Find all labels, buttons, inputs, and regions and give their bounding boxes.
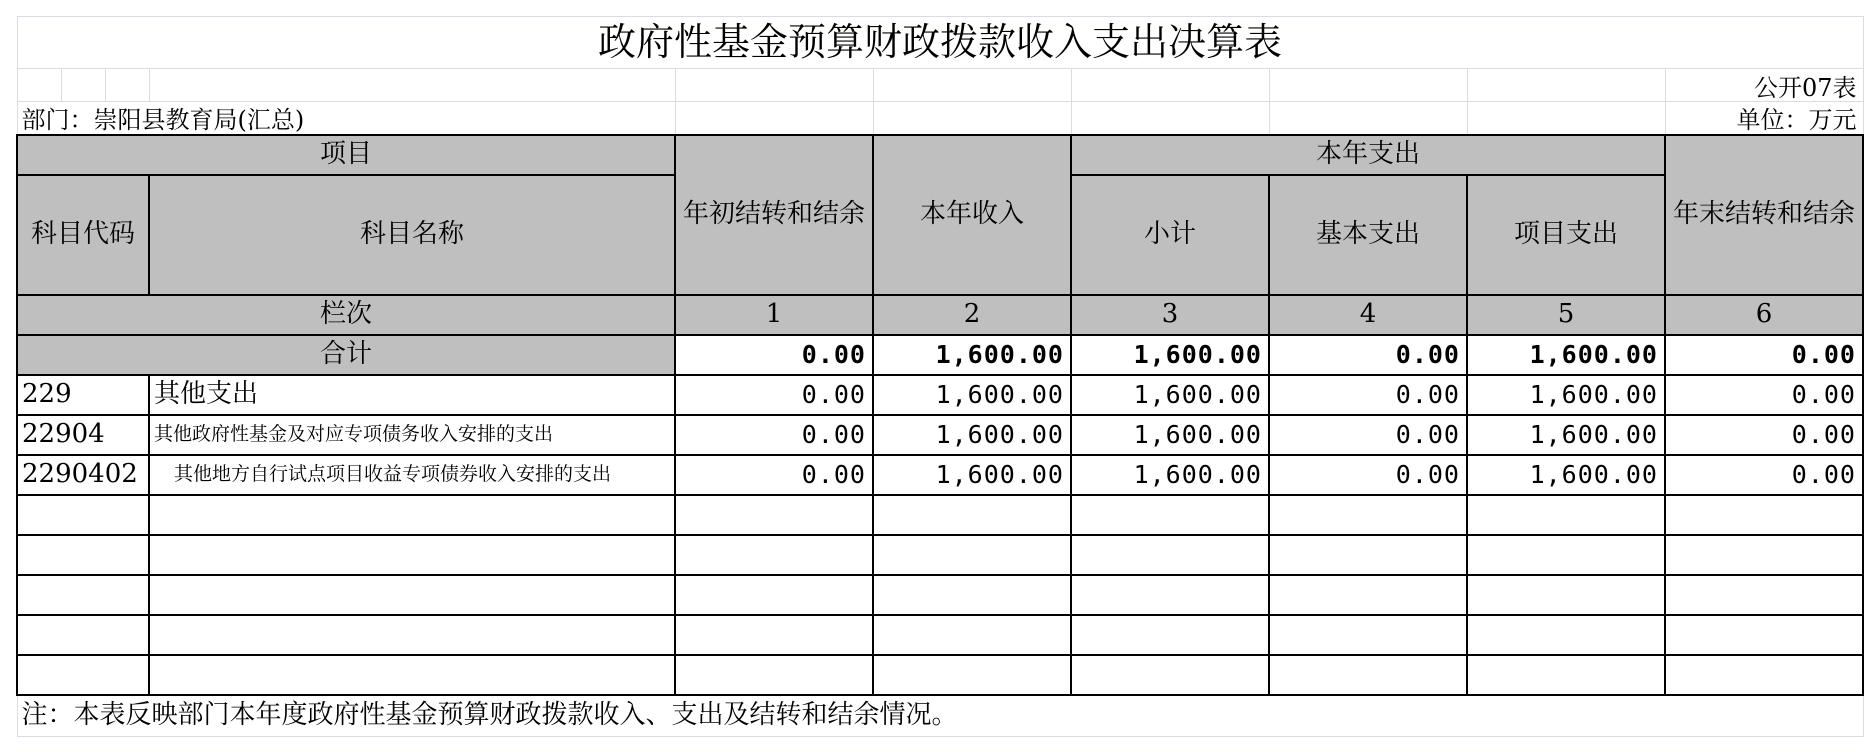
row-code: 2290402 bbox=[17, 455, 149, 495]
col-number: 4 bbox=[1269, 295, 1467, 335]
header-closing: 年末结转和结余 bbox=[1665, 135, 1863, 295]
page-title: 政府性基金预算财政拨款收入支出决算表 bbox=[17, 17, 1863, 69]
total-value: 0.00 bbox=[1665, 335, 1863, 375]
row-value: 0.00 bbox=[1269, 415, 1467, 455]
header-item: 项目 bbox=[17, 135, 675, 175]
header-column-no: 栏次 bbox=[17, 295, 675, 335]
header-basic: 基本支出 bbox=[1269, 175, 1467, 295]
row-value: 0.00 bbox=[675, 415, 873, 455]
row-value: 0.00 bbox=[1665, 415, 1863, 455]
department-label: 部门：崇阳县教育局(汇总) bbox=[17, 102, 675, 135]
row-code: 22904 bbox=[17, 415, 149, 455]
table-row bbox=[17, 455, 1863, 495]
form-number: 公开07表 bbox=[1665, 69, 1863, 102]
header-income: 本年收入 bbox=[873, 135, 1071, 295]
col-number: 1 bbox=[675, 295, 873, 335]
row-name: 其他政府性基金及对应专项债务收入安排的支出 bbox=[149, 415, 675, 455]
row-value: 1,600.00 bbox=[1071, 375, 1269, 415]
empty-row bbox=[17, 615, 1863, 655]
header-opening: 年初结转和结余 bbox=[675, 135, 873, 295]
unit-label: 单位：万元 bbox=[1665, 102, 1863, 135]
total-value: 0.00 bbox=[1269, 335, 1467, 375]
total-value: 1,600.00 bbox=[1467, 335, 1665, 375]
row-value: 1,600.00 bbox=[873, 415, 1071, 455]
row-code: 229 bbox=[17, 375, 149, 415]
row-name: 其他支出 bbox=[149, 375, 675, 415]
budget-table bbox=[16, 16, 1864, 737]
table-row bbox=[17, 415, 1863, 455]
col-number: 5 bbox=[1467, 295, 1665, 335]
row-value: 0.00 bbox=[1269, 455, 1467, 495]
header-expenditure: 本年支出 bbox=[1071, 135, 1665, 175]
total-value: 1,600.00 bbox=[873, 335, 1071, 375]
row-value: 1,600.00 bbox=[873, 455, 1071, 495]
row-value: 1,600.00 bbox=[873, 375, 1071, 415]
empty-row bbox=[17, 535, 1863, 575]
total-value: 1,600.00 bbox=[1071, 335, 1269, 375]
row-value: 1,600.00 bbox=[1467, 455, 1665, 495]
row-value: 1,600.00 bbox=[1071, 415, 1269, 455]
header-name: 科目名称 bbox=[149, 175, 675, 295]
footnote: 注：本表反映部门本年度政府性基金预算财政拨款收入、支出及结转和结余情况。 bbox=[17, 695, 1863, 737]
row-value: 0.00 bbox=[1269, 375, 1467, 415]
header-project: 项目支出 bbox=[1467, 175, 1665, 295]
empty-row bbox=[17, 655, 1863, 695]
row-value: 1,600.00 bbox=[1467, 415, 1665, 455]
header-code: 科目代码 bbox=[17, 175, 149, 295]
row-value: 0.00 bbox=[675, 375, 873, 415]
row-value: 0.00 bbox=[1665, 375, 1863, 415]
empty-row bbox=[17, 575, 1863, 615]
col-number: 6 bbox=[1665, 295, 1863, 335]
row-value: 0.00 bbox=[675, 455, 873, 495]
total-value: 0.00 bbox=[675, 335, 873, 375]
empty-row bbox=[17, 495, 1863, 535]
row-value: 1,600.00 bbox=[1467, 375, 1665, 415]
row-value: 0.00 bbox=[1665, 455, 1863, 495]
row-value: 1,600.00 bbox=[1071, 455, 1269, 495]
total-label: 合计 bbox=[17, 335, 675, 375]
row-name: 其他地方自行试点项目收益专项债券收入安排的支出 bbox=[149, 455, 675, 495]
col-number: 3 bbox=[1071, 295, 1269, 335]
header-subtotal: 小计 bbox=[1071, 175, 1269, 295]
total-row bbox=[17, 335, 1863, 375]
table-row bbox=[17, 375, 1863, 415]
col-number: 2 bbox=[873, 295, 1071, 335]
